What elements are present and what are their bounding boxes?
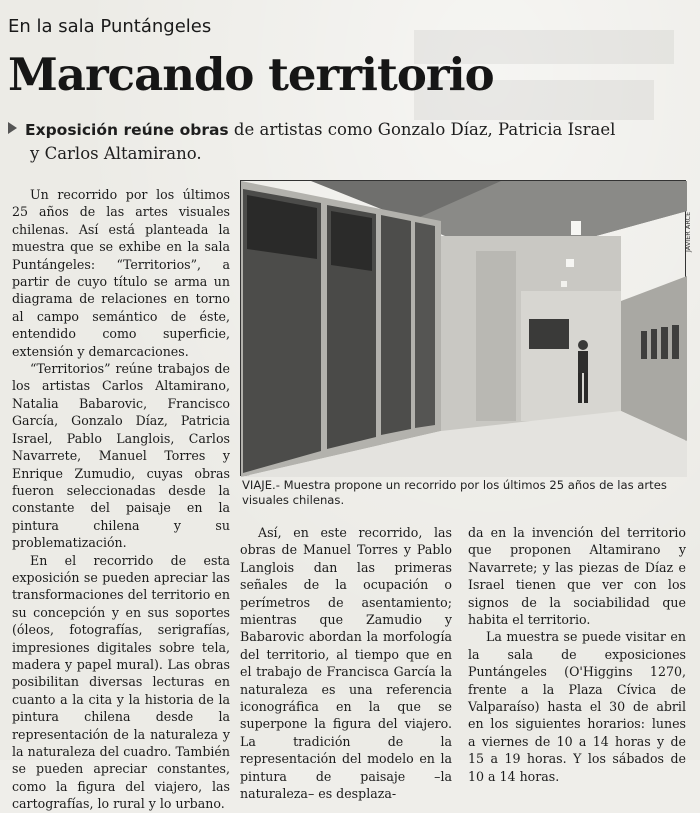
kicker: En la sala Puntángeles [8,16,212,37]
triangle-bullet-icon [8,122,17,134]
deck [8,118,668,166]
headline: Marcando territorio [8,48,494,101]
gallery-photo [240,180,686,476]
paragraph: da en la invención del territorio que proponen Altamirano y Navarrete; y las piezas de Díaz e Israel tienen que ver con los signos de la sociabilidad que habita el territorio. [468,525,686,628]
paragraph: En el recorrido de esta exposición se pueden apreciar las transformaciones del territorio en su concepción y en sus soportes (óleos, fotografías, serigrafías, impresiones digitales sobre tela, madera y papel mural). Las obras posibilitan diversas lecturas en cuanto a la cita y la historia de la pintura chilena desde la representación de la naturaleza y la naturaleza del cuadro. También se pueden apreciar constantes, como la figura del viajero, las cartografías, lo rural y lo urbano. [12,552,230,812]
column-1 [12,186,230,813]
column-3 [468,524,686,785]
photo-credit: JAVIER ARCE [684,211,692,252]
paragraph: Así, en este recorrido, las obras de Manuel Torres y Pablo Langlois dan las primeras señales de la ocupación o perímetros de asentamiento; mientras que Zamudio y Babarovic abordan la morfología del territorio, al tiempo que en el trabajo de Francisca García la naturaleza es una referencia iconográfica en la que se superpone la figura del viajero. La tradición de la representación del modelo en la pintura de paisaje –la naturaleza– es desplaza- [240,525,452,802]
deck-line-2: y Carlos Altamirano. [30,144,202,163]
column-2 [240,524,452,803]
paragraph: La muestra se puede visitar en la sala de exposiciones Puntángeles (O'Higgins 1270, frente a la Plaza Cívica de Valparaíso) hasta el 30 de abril en los siguientes horarios: lunes a viernes de 10 a 14 horas y de 15 a 19 horas. Y los sábados de 10 a 14 horas. [468,629,686,784]
paragraph: Un recorrido por los últimos 25 años de las artes visuales chilenas. Así está planteada la muestra que se exhibe en la sala Puntángeles: “Territorios”, a partir de cuyo título se arma un diagrama de relaciones en torno al campo semántico de éste, entendido como superficie, extensión y demarcaciones. [12,187,230,359]
paragraph: “Territorios” reúne trabajos de los artistas Carlos Altamirano, Natalia Babarovic, Francisco García, Gonzalo Díaz, Patricia Israel, Pablo Langlois, Carlos Navarrete, Manuel Torres y Enrique Zumudio, cuyas obras fueron seleccionadas desde la constante del paisaje en la pintura chilena y su problematización. [12,361,230,551]
deck-bold: Exposición reúne obras [25,121,229,139]
gallery-photo-illustration [241,181,687,477]
photo-caption: VIAJE.- Muestra propone un recorrido por los últimos 25 años de las artes visuales chilenas. [242,478,667,507]
deck-rest: de artistas como Gonzalo Díaz, Patricia Israel [228,120,616,139]
